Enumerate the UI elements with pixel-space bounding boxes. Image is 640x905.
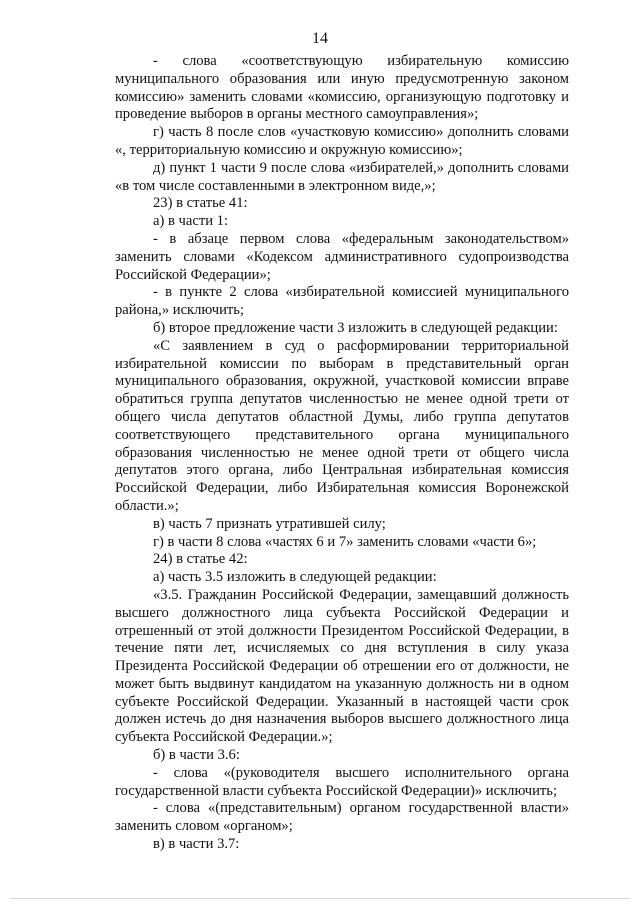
paragraph: а) часть 3.5 изложить в следующей редакции: [153, 569, 437, 586]
paragraph: б) в части 3.6: [153, 747, 240, 764]
paragraph: г) в части 8 слова «частях 6 и 7» заменить словами «части 6»; [153, 533, 537, 550]
paragraph: 24) в статье 42: [153, 551, 248, 568]
paragraph: в) часть 7 признать утратившей силу; [153, 515, 386, 532]
paragraph: г) часть 8 после слов «участковую комиссию» дополнить словами «, территориальную комиссию и окружную комиссию»; [115, 124, 569, 158]
paragraph: 23) в статье 41: [153, 195, 248, 212]
paragraph: - в абзаце первом слова «федеральным законодательством» заменить словами «Кодексом административного судопроизводства Российской Федерации»; [115, 230, 569, 283]
paragraph: - слова «(представительным) органом государственной власти» заменить словом «органом»; [115, 800, 569, 835]
paragraph: а) в части 1: [153, 213, 229, 230]
document-body [115, 53, 569, 854]
paragraph: д) пункт 1 части 9 после слова «избирателей,» дополнить словами «в том числе составленными в электронном виде,»; [115, 159, 569, 194]
paragraph: - слова «(руководителя высшего исполнительного органа государственной власти субъекта Российской Федерации)» исключить; [115, 764, 569, 799]
page-bottom-divider [10, 898, 630, 899]
paragraph: «3.5. Гражданин Российской Федерации, замещавший должность высшего должностного лица субъекта Российской Федерации и отрешенный от этой должности Президентом Российской Федерации, в течение пяти лет, исчисляемых со дня вступления в силу указа Президента Российской Федерации об отрешении его от должности, не может быть выдвинут кандидатом на указанную должность ни в одном субъекте Российской Федерации. Указанный в настоящей части срок должен истечь до дня назначения выборов высшего должностного лица субъекта Российской Федерации.»; [115, 586, 569, 746]
page-number: 14 [312, 30, 328, 47]
paragraph: «С заявлением в суд о расформировании территориальной избирательной комиссии по выборам в представительный орган муниципального образования, окружной, участковой комиссии вправе обратиться группа депутатов численностью не менее одной трети от общего числа депутатов областной Думы, либо группа депутатов соответствующего представительного органа муниципального образования численностью не менее одной трети от общего числа депутатов этого органа, либо Центральная избирательная комиссия Российской Федерации, либо Избирательная комиссия Воронежской области.»; [115, 337, 569, 514]
paragraph: в) в части 3.7: [153, 836, 240, 853]
paragraph: б) второе предложение части 3 изложить в следующей редакции: [153, 319, 558, 336]
paragraph: - в пункте 2 слова «избирательной комиссией муниципального района,» исключить; [115, 284, 569, 319]
paragraph: - слова «соответствующую избирательную комиссию муниципального образования или иную предусмотренную законом комиссию» заменить словами «комиссию, организующую подготовку и проведение выборов в органы местного самоуправления»; [115, 53, 569, 123]
